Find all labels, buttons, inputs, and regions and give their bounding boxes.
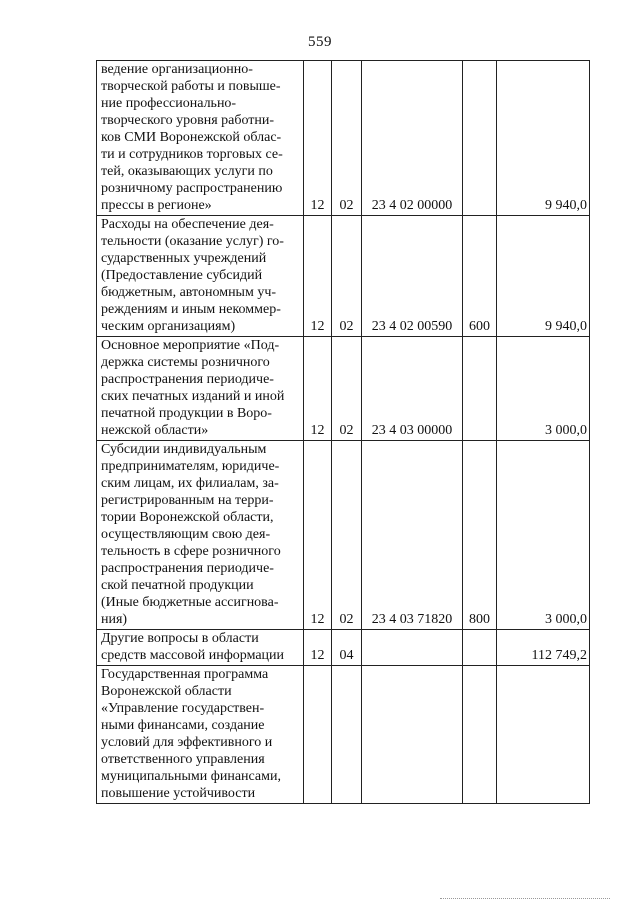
amount: 9 940,0 <box>497 61 590 216</box>
target-article-code <box>362 666 463 804</box>
page-number: 559 <box>308 34 332 50</box>
section-code <box>304 666 332 804</box>
row-name: Субсидии индивидуальным предпринимателям, юридиче- ским лицам, их филиалам, за- регистрированным на терри- тории Воронежской области, осуществляющим свою дея- тельность в сфере розничного распространения периодиче- ской печатной продукции (Иные бюджетные ассигнова- ния) <box>97 441 304 630</box>
expense-type-code: 600 <box>463 216 497 337</box>
section-code: 12 <box>304 216 332 337</box>
table-row <box>97 441 590 630</box>
target-article-code: 23 4 02 00590 <box>362 216 463 337</box>
subsection-code <box>332 666 362 804</box>
table-row <box>97 216 590 337</box>
row-name: Другие вопросы в области средств массовой информации <box>97 630 304 666</box>
subsection-code: 02 <box>332 337 362 441</box>
target-article-code: 23 4 03 71820 <box>362 441 463 630</box>
table-row <box>97 666 590 804</box>
table-row <box>97 61 590 216</box>
target-article-code: 23 4 02 00000 <box>362 61 463 216</box>
table-row <box>97 630 590 666</box>
table-row <box>97 337 590 441</box>
expense-type-code <box>463 61 497 216</box>
row-name: Расходы на обеспечение дея- тельности (оказание услуг) го- сударственных учреждений (Предоставление субсидий бюджетным, автономным уч- реждениям и иным некоммер- ческим организациям) <box>97 216 304 337</box>
subsection-code: 02 <box>332 61 362 216</box>
amount <box>497 666 590 804</box>
section-code: 12 <box>304 61 332 216</box>
row-name: ведение организационно- творческой работы и повыше- ние профессионально- творческого уровня работни- ков СМИ Воронежской облас- ти и сотрудников торговых се- тей, оказывающих услуги по розничному распространению прессы в регионе» <box>97 61 304 216</box>
subsection-code: 04 <box>332 630 362 666</box>
section-code: 12 <box>304 337 332 441</box>
expense-type-code <box>463 630 497 666</box>
target-article-code: 23 4 03 00000 <box>362 337 463 441</box>
section-code: 12 <box>304 630 332 666</box>
amount: 3 000,0 <box>497 441 590 630</box>
amount: 9 940,0 <box>497 216 590 337</box>
amount: 3 000,0 <box>497 337 590 441</box>
row-name: Государственная программа Воронежской области «Управление государствен- ными финансами, создание условий для эффективного и ответственного управления муниципальными финансами, повышение устойчивости <box>97 666 304 804</box>
budget-table <box>96 60 590 804</box>
expense-type-code <box>463 337 497 441</box>
target-article-code <box>362 630 463 666</box>
subsection-code: 02 <box>332 441 362 630</box>
row-name: Основное мероприятие «Под- держка системы розничного распространения периодиче- ских печатных изданий и иной печатной продукции в Воро- нежской области» <box>97 337 304 441</box>
amount: 112 749,2 <box>497 630 590 666</box>
expense-type-code <box>463 666 497 804</box>
scan-artifact-divider <box>440 897 610 899</box>
expense-type-code: 800 <box>463 441 497 630</box>
subsection-code: 02 <box>332 216 362 337</box>
section-code: 12 <box>304 441 332 630</box>
